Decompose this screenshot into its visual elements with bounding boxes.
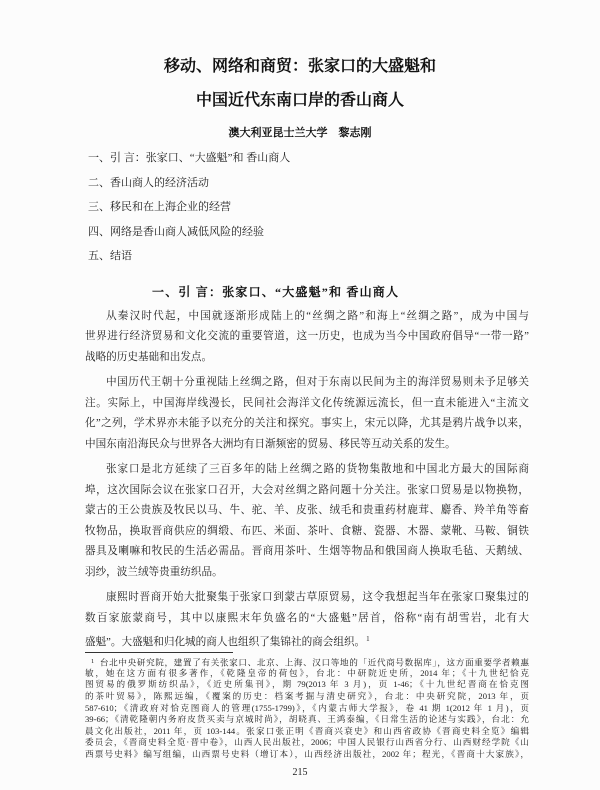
toc-item-2: 二、香山商人的经济活动 — [88, 176, 209, 189]
footnote-divider — [85, 652, 233, 653]
footnote-line: 的茶叶贸易》，陈熙远编，《覆案的历史：档案考掘与清史研究》，台北：中央研究院，2013 年，页 — [85, 690, 529, 701]
toc-item-1: 一、引 言：张家口、“大盛魁”和 香山商人 — [88, 152, 291, 164]
paragraph-line: 蒙古的王公贵族及牧民以马、牛、驼、羊、皮张、绒毛和贵重药材鹿茸、麝香、羚羊角等畜 — [85, 505, 529, 517]
paragraph-line: 羽纱，波兰绒等贵重纺织品。 — [85, 566, 223, 578]
footnote-line — [85, 656, 529, 668]
footnote-line: 图贸易的俄罗斯纺织品》，《近史所集刊》，期 79(2013 年 3 月)，页 1-46；《十九世纪晋商在恰克图 — [85, 679, 529, 690]
paragraph-line: 数百家旅蒙商号，其中以康熙末年负盛名的“大盛魁”居首，俗称“南有胡雪岩，北有大 — [85, 612, 529, 624]
paragraph-line: 埠，这次国际会议在张家口召开，大会对丝绸之路问题十分关注。张家口贸易是以物换物， — [85, 484, 529, 496]
article-title-line-1: 移动、网络和商贸：张家口的大盛魁和 — [163, 58, 436, 75]
footnote-reference: 1 — [366, 635, 370, 644]
paragraph-line: 器具及喇嘛和牧民的生活必需品。晋商用茶叶、生烟等物品和俄国商人换取毛毡、天鹅绒、 — [85, 546, 529, 558]
footnote — [85, 656, 529, 760]
toc-item-5: 五、结语 — [88, 250, 132, 262]
footnote-line: 西票号史料》编写组编，山西票号史料（增订本），山西经济出版社，2002 年；程光，《晋商十大家族》， — [85, 748, 529, 759]
paragraph-line: 牧物品，换取晋商供应的绸缎、布匹、米面、茶叶、食糖、瓷器、木器、蒙靴、马鞍、铜铁 — [85, 525, 529, 537]
paragraph-line — [85, 629, 529, 650]
paragraph-line: 中国东南沿海民众与世界各大洲均有日渐频密的贸易、移民等互动关系的发生。 — [85, 438, 456, 450]
section-heading: 一、引 言：张家口、“大盛魁”和 香山商人 — [152, 285, 400, 299]
paragraph-line: 注。实际上，中国海岸线漫长，民间社会海洋文化传统源远流长，但一直未能进入“主流文 — [85, 397, 529, 409]
toc-item-3: 三、移民和在上海企业的经营 — [88, 201, 231, 213]
footnote-line: 39-66；《清乾隆朝内务府皮货买卖与京城时尚》，胡晓真、王鸿泰编，《日常生活的论述与实践》，台北：允 — [85, 714, 529, 725]
section-body — [85, 307, 529, 655]
paragraph-line: 从秦汉时代起，中国就逐渐形成陆上的“丝绸之路”和海上“丝绸之路”，成为中国与 — [106, 310, 529, 322]
footnote-line: 晨文化出版社，2011 年，页 103-144。张家口张正明《晋商兴衰史》和山西省政协《晋商史料全览》编辑 — [85, 725, 529, 736]
paragraph-line: 战略的历史基础和出发点。 — [85, 351, 213, 363]
paragraph-line: 康熙时晋商开始大批聚集于张家口到蒙古草原贸易，这令我想起当年在张家口聚集过的 — [106, 592, 529, 604]
page-number: 215 — [292, 767, 308, 778]
author-affiliation: 澳大利亚昆士兰大学 黎志刚 — [228, 127, 372, 139]
paragraph-3 — [85, 460, 529, 583]
paragraph-line: 化”之列，学术界亦未能予以充分的关注和探究。事实上，宋元以降，尤其是鸦片战争以来， — [85, 418, 529, 430]
footnote-line: 587-610；《清政府对恰克图商人的管理(1755-1799)》，《内蒙古师大学报》，卷 41 期 1(2012 年 1 月)，页 — [85, 702, 529, 713]
article-title-line-2: 中国近代东南口岸的香山商人 — [195, 92, 404, 109]
paragraph-line-text: 盛魁”。大盛魁和归化城的商人也组织了集锦社的商会组织。 — [85, 637, 366, 649]
table-of-contents — [88, 148, 528, 271]
footnote-line: 委员会，《晋商史料全览·晋中卷》，山西人民出版社，2006；中国人民银行山西省分行、山西财经学院《山 — [85, 737, 529, 748]
footnote-line-text: 台北中央研究院，建置了有关张家口、北京、上海、汉口等地的「近代商号数据库」，这方面重要学者赖惠 — [99, 657, 529, 668]
paragraph-line: 世界进行经济贸易和文化交流的重要管道，这一历史，也成为当今中国政府倡导“一带一路” — [85, 331, 529, 343]
paragraph-1 — [85, 307, 529, 369]
paragraph-line: 中国历代王朝十分重视陆上丝绸之路，但对于东南以民间为主的海洋贸易则未予足够关 — [106, 377, 529, 389]
footnote-line: 敏，她在这方面有很多著作，《乾隆皇帝的荷包》，台北：中研院近史所，2014 年；《十九世纪恰克 — [85, 667, 529, 678]
paragraph-2 — [85, 373, 529, 455]
paragraph-line: 张家口是北方延续了三百多年的陆上丝绸之路的货物集散地和中国北方最大的国际商 — [106, 464, 529, 476]
paragraph-4 — [85, 588, 529, 650]
footnote-marker: 1 — [91, 658, 95, 666]
toc-item-4: 四、网络是香山商人减低风险的经验 — [88, 225, 264, 238]
